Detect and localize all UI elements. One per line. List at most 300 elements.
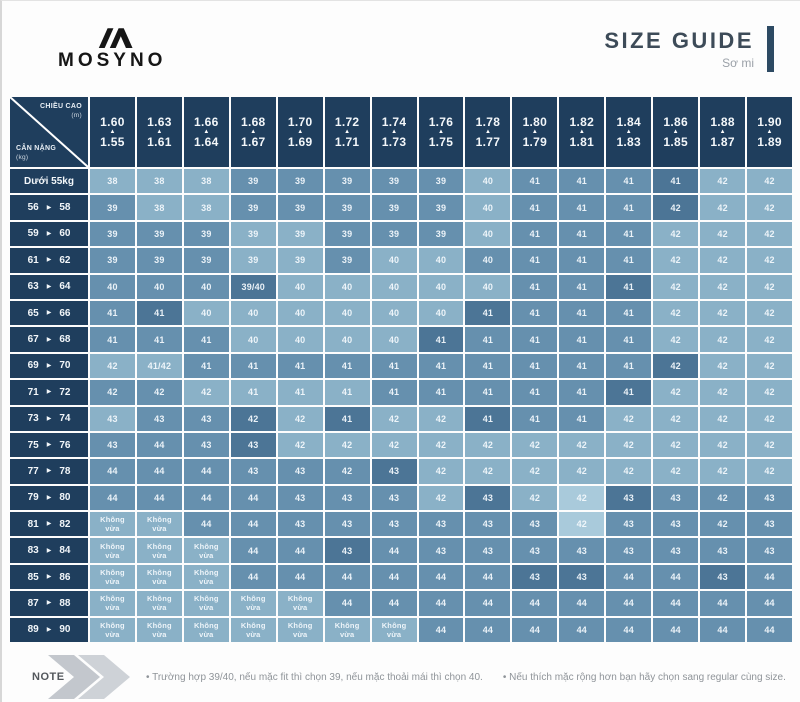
right-arrow-icon: ▶ (46, 574, 52, 581)
size-cell: 41 (137, 327, 182, 351)
size-cell: 42 (278, 407, 323, 431)
size-cell: 43 (325, 512, 370, 536)
size-cell: 41 (325, 380, 370, 404)
size-cell: 42 (465, 459, 510, 483)
weight-row-label: 63 ▶ 64 (10, 275, 88, 299)
size-cell: 41 (90, 327, 135, 351)
size-cell: Không vừa (90, 565, 135, 589)
size-cell: 41 (606, 275, 651, 299)
size-cell: 44 (465, 618, 510, 642)
size-cell: 42 (747, 327, 792, 351)
size-cell: 44 (512, 618, 557, 642)
size-cell: 43 (559, 565, 604, 589)
table-body (10, 169, 792, 642)
up-arrow-icon: ▲ (531, 128, 538, 135)
size-cell: 41 (325, 407, 370, 431)
size-cell: 42 (653, 195, 698, 219)
size-cell: 43 (512, 512, 557, 536)
height-column-header: 1.68 ▲ 1.67 (231, 97, 276, 167)
size-cell: 39 (278, 222, 323, 246)
size-cell: 44 (184, 459, 229, 483)
size-cell: 42 (606, 433, 651, 457)
size-cell: 38 (184, 169, 229, 193)
height-column-header: 1.80 ▲ 1.79 (512, 97, 557, 167)
size-cell: 43 (231, 433, 276, 457)
weight-row-label: 81 ▶ 82 (10, 512, 88, 536)
size-cell: 41 (325, 354, 370, 378)
size-cell: 40 (90, 275, 135, 299)
mountain-logo-icon (90, 26, 134, 48)
size-cell: 42 (653, 248, 698, 272)
weight-row-label: 71 ▶ 72 (10, 380, 88, 404)
size-cell: 42 (606, 459, 651, 483)
weight-axis-text: CÂN NẶNG (16, 145, 57, 153)
size-cell: Không vừa (231, 618, 276, 642)
right-arrow-icon: ▶ (46, 204, 52, 211)
size-cell: 44 (90, 486, 135, 510)
size-cell: 40 (184, 301, 229, 325)
size-cell: Không vừa (137, 538, 182, 562)
size-cell: 44 (372, 538, 417, 562)
size-cell: 43 (137, 407, 182, 431)
size-cell: Không vừa (137, 618, 182, 642)
size-cell: 43 (653, 486, 698, 510)
size-cell: 41 (512, 248, 557, 272)
size-cell: 39 (325, 248, 370, 272)
size-cell: Không vừa (278, 591, 323, 615)
size-cell: 44 (606, 591, 651, 615)
weight-row-label: 69 ▶ 70 (10, 354, 88, 378)
size-cell: 42 (419, 433, 464, 457)
size-cell: 39 (325, 195, 370, 219)
size-cell: Không vừa (137, 565, 182, 589)
size-cell: 42 (325, 459, 370, 483)
size-cell: Không vừa (184, 591, 229, 615)
size-cell: 39 (372, 222, 417, 246)
size-cell: 40 (137, 275, 182, 299)
size-cell: 42 (700, 407, 745, 431)
weight-row-label: 83 ▶ 84 (10, 538, 88, 562)
size-cell: 41 (137, 301, 182, 325)
size-cell: 42 (747, 354, 792, 378)
size-cell: 41 (559, 327, 604, 351)
size-cell: 43 (90, 433, 135, 457)
up-arrow-icon: ▲ (766, 128, 773, 135)
size-cell: 41 (278, 354, 323, 378)
size-cell: Không vừa (184, 565, 229, 589)
weight-row-label: 75 ▶ 76 (10, 433, 88, 457)
size-cell: 39 (137, 222, 182, 246)
corner-cell (10, 97, 88, 167)
size-cell: 41 (512, 301, 557, 325)
size-cell: 44 (137, 486, 182, 510)
size-cell: 39 (90, 222, 135, 246)
size-cell: 43 (606, 512, 651, 536)
height-column-header: 1.63 ▲ 1.61 (137, 97, 182, 167)
size-cell: 42 (653, 301, 698, 325)
size-cell: Không vừa (90, 618, 135, 642)
size-cell: 44 (465, 565, 510, 589)
up-arrow-icon: ▲ (391, 128, 398, 135)
size-cell: 42 (747, 169, 792, 193)
size-cell: 42 (700, 169, 745, 193)
right-arrow-icon: ▶ (46, 257, 52, 264)
size-cell: 39 (278, 169, 323, 193)
size-cell: 39 (325, 222, 370, 246)
up-arrow-icon: ▲ (719, 128, 726, 135)
size-cell: 42 (653, 354, 698, 378)
size-cell: 44 (559, 618, 604, 642)
size-cell: 39 (231, 248, 276, 272)
size-cell: 39 (184, 222, 229, 246)
size-cell: 44 (372, 565, 417, 589)
up-arrow-icon: ▲ (203, 128, 210, 135)
size-guide-table (10, 97, 792, 642)
size-cell: Không vừa (137, 512, 182, 536)
size-cell: 43 (372, 512, 417, 536)
size-cell: 43 (747, 538, 792, 562)
brand-name: MOSYNO (58, 50, 167, 71)
size-cell: 44 (653, 565, 698, 589)
size-cell: 42 (325, 433, 370, 457)
up-arrow-icon: ▲ (156, 128, 163, 135)
weight-row-label: 65 ▶ 66 (10, 301, 88, 325)
size-cell: 41 (512, 275, 557, 299)
size-cell: 42 (747, 248, 792, 272)
right-arrow-icon: ▶ (46, 442, 52, 449)
size-cell: 44 (231, 512, 276, 536)
size-cell: 39 (90, 195, 135, 219)
size-cell: 41 (512, 407, 557, 431)
size-cell: 44 (653, 591, 698, 615)
size-cell: 40 (465, 222, 510, 246)
right-arrow-icon: ▶ (46, 310, 52, 317)
height-column-header: 1.60 ▲ 1.55 (90, 97, 135, 167)
size-cell: 41 (653, 169, 698, 193)
size-cell: 40 (325, 301, 370, 325)
up-arrow-icon: ▲ (109, 128, 116, 135)
size-cell: 43 (606, 538, 651, 562)
weight-row-label: 67 ▶ 68 (10, 327, 88, 351)
size-cell: 42 (700, 433, 745, 457)
size-cell: 42 (747, 380, 792, 404)
size-cell: 41 (419, 380, 464, 404)
size-cell: 41 (606, 301, 651, 325)
size-cell: 42 (559, 486, 604, 510)
size-cell: 42 (700, 275, 745, 299)
size-cell: 41 (512, 354, 557, 378)
weight-row-label: 59 ▶ 60 (10, 222, 88, 246)
size-cell: 44 (231, 565, 276, 589)
size-cell: 41 (419, 327, 464, 351)
size-cell: 44 (700, 591, 745, 615)
size-cell: 40 (278, 301, 323, 325)
size-cell: 41 (512, 169, 557, 193)
size-cell: 44 (419, 618, 464, 642)
size-cell: 42 (606, 407, 651, 431)
size-cell: 42 (700, 195, 745, 219)
note (30, 655, 790, 699)
size-cell: 39 (231, 195, 276, 219)
size-cell: 42 (419, 486, 464, 510)
weight-row-label: 79 ▶ 80 (10, 486, 88, 510)
size-cell: 43 (184, 407, 229, 431)
note-label: NOTE (32, 671, 65, 684)
size-cell: 41 (606, 222, 651, 246)
size-cell: 42 (231, 407, 276, 431)
size-cell: 42 (137, 380, 182, 404)
right-arrow-icon: ▶ (46, 494, 52, 501)
height-column-header: 1.90 ▲ 1.89 (747, 97, 792, 167)
size-cell: 42 (700, 512, 745, 536)
size-cell: 42 (90, 354, 135, 378)
size-cell: 43 (747, 486, 792, 510)
size-cell: 40 (465, 248, 510, 272)
size-cell: 43 (606, 486, 651, 510)
size-cell: Không vừa (231, 591, 276, 615)
size-cell: Không vừa (90, 591, 135, 615)
up-arrow-icon: ▲ (344, 128, 351, 135)
size-cell: 40 (184, 275, 229, 299)
right-arrow-icon: ▶ (46, 389, 52, 396)
right-arrow-icon: ▶ (46, 468, 52, 475)
size-cell: 41 (465, 354, 510, 378)
size-cell: 42 (653, 275, 698, 299)
size-cell: 40 (419, 301, 464, 325)
size-cell: 41 (606, 248, 651, 272)
accent-bar (767, 26, 774, 72)
size-cell: 41 (512, 222, 557, 246)
size-cell: 41 (372, 380, 417, 404)
size-cell: Không vừa (90, 512, 135, 536)
size-cell: 42 (559, 512, 604, 536)
size-cell: 41 (606, 195, 651, 219)
size-cell: 44 (325, 591, 370, 615)
size-cell: 43 (559, 538, 604, 562)
size-cell: 44 (137, 433, 182, 457)
size-cell: 41/42 (137, 354, 182, 378)
size-cell: 42 (747, 407, 792, 431)
size-cell: 41 (372, 354, 417, 378)
size-cell: 44 (747, 565, 792, 589)
height-axis-label (40, 103, 82, 120)
up-arrow-icon: ▲ (672, 128, 679, 135)
size-cell: 44 (559, 591, 604, 615)
height-column-header: 1.74 ▲ 1.73 (372, 97, 417, 167)
size-cell: 40 (372, 301, 417, 325)
top-bar (2, 1, 800, 97)
height-column-header: 1.72 ▲ 1.71 (325, 97, 370, 167)
size-cell: 43 (184, 433, 229, 457)
size-cell: 42 (747, 275, 792, 299)
size-cell: 39 (231, 222, 276, 246)
size-cell: 40 (325, 275, 370, 299)
size-cell: 41 (559, 222, 604, 246)
note-bullet-2: • Nếu thích mặc rộng hơn bạn hãy chọn sang regular cùng size. (502, 671, 786, 683)
size-cell: 41 (559, 301, 604, 325)
size-cell: 43 (231, 459, 276, 483)
size-cell: 44 (231, 486, 276, 510)
size-cell: 44 (606, 565, 651, 589)
size-cell: Không vừa (90, 538, 135, 562)
size-cell: 41 (512, 327, 557, 351)
size-cell: 40 (465, 169, 510, 193)
size-cell: 43 (512, 565, 557, 589)
size-cell: 44 (419, 591, 464, 615)
size-cell: 42 (747, 459, 792, 483)
height-column-header: 1.88 ▲ 1.87 (700, 97, 745, 167)
size-cell: 40 (231, 301, 276, 325)
size-cell: 38 (184, 195, 229, 219)
weight-row-label: Dưới 55kg (10, 169, 88, 193)
size-cell: 42 (559, 433, 604, 457)
size-cell: 40 (465, 195, 510, 219)
size-cell: 42 (653, 380, 698, 404)
weight-row-label: 61 ▶ 62 (10, 248, 88, 272)
right-arrow-icon: ▶ (46, 626, 52, 633)
up-arrow-icon: ▲ (578, 128, 585, 135)
size-cell: 42 (372, 407, 417, 431)
size-cell: 41 (606, 327, 651, 351)
size-cell: 44 (90, 459, 135, 483)
size-cell: 43 (700, 538, 745, 562)
size-cell: 42 (747, 301, 792, 325)
size-cell: 44 (184, 512, 229, 536)
size-cell: 38 (137, 169, 182, 193)
size-cell: 43 (700, 565, 745, 589)
size-cell: 39/40 (231, 275, 276, 299)
height-column-header: 1.70 ▲ 1.69 (278, 97, 323, 167)
size-cell: 43 (419, 512, 464, 536)
size-cell: 41 (231, 380, 276, 404)
size-cell: 41 (559, 380, 604, 404)
title-block (604, 28, 754, 70)
note-text (146, 672, 786, 683)
size-cell: 41 (231, 354, 276, 378)
right-arrow-icon: ▶ (46, 415, 52, 422)
size-cell: 42 (700, 248, 745, 272)
up-arrow-icon: ▲ (625, 128, 632, 135)
size-cell: 42 (653, 459, 698, 483)
size-cell: 41 (559, 275, 604, 299)
size-cell: 42 (700, 486, 745, 510)
size-cell: 43 (372, 459, 417, 483)
size-cell: 42 (278, 433, 323, 457)
size-cell: 42 (700, 327, 745, 351)
size-cell: 40 (325, 327, 370, 351)
size-cell: 44 (419, 565, 464, 589)
size-cell: 40 (278, 275, 323, 299)
size-cell: 42 (653, 433, 698, 457)
size-cell: 44 (700, 618, 745, 642)
size-cell: 40 (372, 327, 417, 351)
size-cell: 40 (372, 248, 417, 272)
title-wrap (604, 26, 774, 72)
size-cell: 39 (372, 169, 417, 193)
height-column-header: 1.76 ▲ 1.75 (419, 97, 464, 167)
size-cell: 43 (372, 486, 417, 510)
right-arrow-icon: ▶ (46, 362, 52, 369)
size-cell: 44 (325, 565, 370, 589)
size-cell: 40 (372, 275, 417, 299)
size-cell: 41 (606, 380, 651, 404)
size-cell: 43 (325, 486, 370, 510)
weight-row-label: 56 ▶ 58 (10, 195, 88, 219)
size-cell: 44 (231, 538, 276, 562)
size-cell: Không vừa (184, 538, 229, 562)
size-cell: 42 (512, 486, 557, 510)
size-cell: 40 (419, 248, 464, 272)
height-column-header: 1.78 ▲ 1.77 (465, 97, 510, 167)
size-cell: 43 (278, 486, 323, 510)
size-cell: 42 (700, 222, 745, 246)
size-cell: 43 (325, 538, 370, 562)
weight-axis-unit: (kg) (16, 153, 29, 161)
size-cell: 41 (465, 327, 510, 351)
page-subtitle: Sơ mi (722, 56, 754, 70)
size-cell: 42 (465, 433, 510, 457)
size-cell: 43 (465, 538, 510, 562)
size-cell: 41 (419, 354, 464, 378)
size-cell: 41 (90, 301, 135, 325)
size-cell: 42 (747, 195, 792, 219)
size-cell: 44 (465, 591, 510, 615)
up-arrow-icon: ▲ (250, 128, 257, 135)
size-cell: 41 (184, 354, 229, 378)
size-cell: 39 (372, 195, 417, 219)
note-bullet-1: • Trường hợp 39/40, nếu mặc fit thì chọn 39, nếu mặc thoải mái thì chọn 40. (146, 671, 483, 683)
size-cell: 41 (559, 407, 604, 431)
size-cell: 43 (747, 512, 792, 536)
size-cell: 43 (653, 512, 698, 536)
size-cell: 42 (184, 380, 229, 404)
right-arrow-icon: ▶ (46, 547, 52, 554)
size-cell: 44 (512, 591, 557, 615)
size-cell: 39 (419, 195, 464, 219)
size-cell: 41 (465, 380, 510, 404)
size-cell: 42 (90, 380, 135, 404)
note-badge (30, 655, 122, 699)
height-axis-unit: (m) (71, 111, 82, 119)
size-cell: 39 (90, 248, 135, 272)
size-cell: 40 (231, 327, 276, 351)
right-arrow-icon: ▶ (46, 230, 52, 237)
height-column-header: 1.84 ▲ 1.83 (606, 97, 651, 167)
size-cell: 41 (606, 169, 651, 193)
size-cell: 42 (512, 459, 557, 483)
size-cell: 38 (90, 169, 135, 193)
weight-row-label: 73 ▶ 74 (10, 407, 88, 431)
brand-logo (58, 26, 166, 72)
weight-axis-label (16, 145, 56, 162)
size-cell: 43 (90, 407, 135, 431)
size-cell: 42 (559, 459, 604, 483)
size-cell: 44 (747, 618, 792, 642)
size-cell: 42 (700, 459, 745, 483)
size-cell: 41 (278, 380, 323, 404)
size-cell: 41 (184, 327, 229, 351)
size-cell: 43 (419, 538, 464, 562)
up-arrow-icon: ▲ (438, 128, 444, 135)
size-cell: 44 (278, 538, 323, 562)
size-cell: 43 (278, 459, 323, 483)
size-cell: 41 (606, 354, 651, 378)
size-cell: 44 (747, 591, 792, 615)
up-arrow-icon: ▲ (484, 128, 491, 135)
size-cell: 41 (465, 407, 510, 431)
height-column-header: 1.82 ▲ 1.81 (559, 97, 604, 167)
size-cell: 44 (184, 486, 229, 510)
